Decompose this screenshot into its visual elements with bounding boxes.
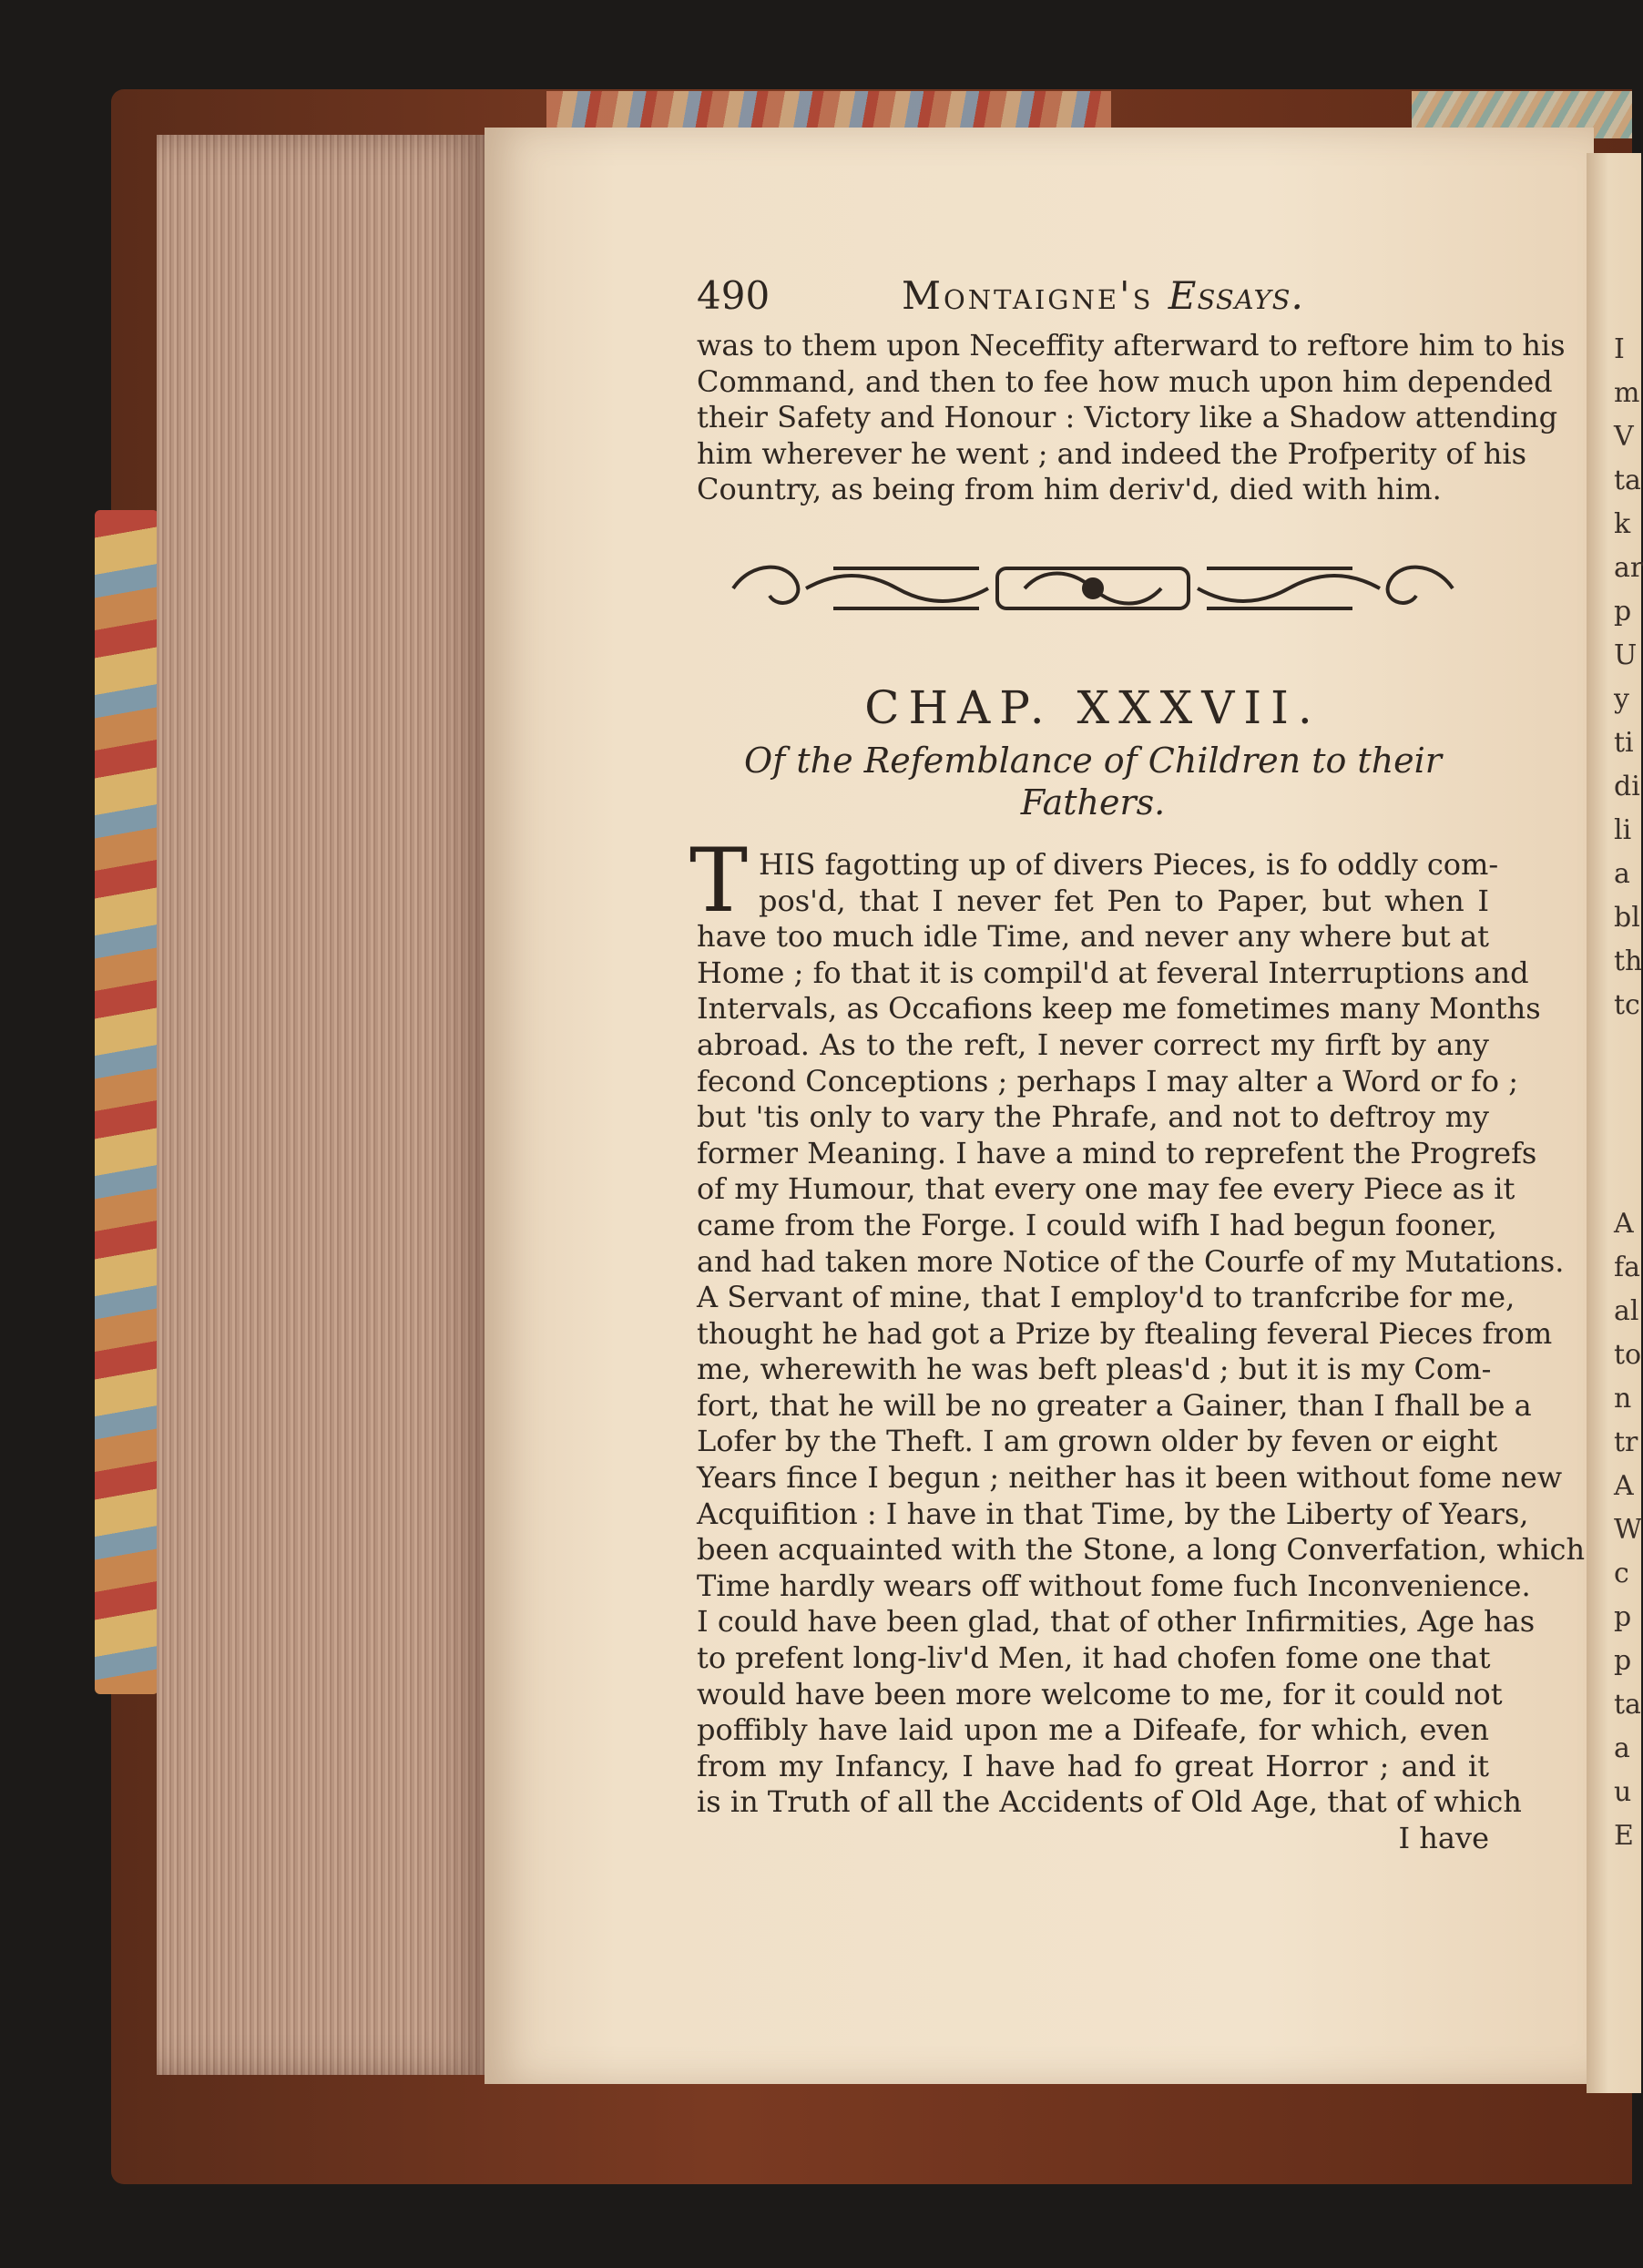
facing-page-letter: bl — [1614, 902, 1640, 934]
text-line: from my Infancy, I have had fo great Horror ; and it — [697, 1748, 1489, 1783]
text-line: Command, and then to fee how much upon him depended — [697, 363, 1553, 399]
facing-page-letter: I — [1614, 333, 1625, 365]
facing-page-letter: U — [1614, 639, 1638, 671]
ornament-icon — [724, 556, 1462, 621]
page-text — [689, 273, 1586, 1857]
facing-page-letter: k — [1614, 508, 1631, 540]
text-line: abroad. As to the reft, I never correct my firft by any — [697, 1027, 1489, 1062]
facing-page-letter: p — [1614, 596, 1632, 628]
facing-page-letter: ta — [1614, 1689, 1641, 1721]
marbled-endpaper-left — [95, 510, 158, 1694]
text-line: fort, that he will be no greater a Gainer, than I fhall be a — [697, 1387, 1532, 1423]
facing-page-letter: fa — [1614, 1251, 1640, 1283]
facing-page-letter: a — [1614, 1732, 1630, 1764]
facing-page-letter: di — [1614, 771, 1640, 802]
facing-page-letter: p — [1614, 1601, 1632, 1633]
chapter-body — [689, 829, 1586, 1857]
facing-page-letter: c — [1614, 1558, 1629, 1589]
text-line: Intervals, as Occafions keep me fometimes many Months — [697, 991, 1541, 1027]
running-title — [902, 273, 1304, 318]
facing-page-letter: A — [1614, 1470, 1634, 1502]
facing-page-letter — [1614, 1159, 1641, 1202]
text-line: I could have been glad, that of other Infirmities, Age has — [697, 1604, 1536, 1640]
text-line: was to them upon Neceffity afterward to reftore him to his — [697, 328, 1566, 363]
running-title-work: Essays. — [1168, 273, 1304, 318]
facing-page-letter: W — [1614, 1514, 1642, 1546]
text-line: Country, as being from him deriv'd, died with him. — [697, 472, 1442, 507]
facing-page-letter: ar — [1614, 552, 1643, 584]
continued-paragraph — [697, 328, 1566, 508]
facing-page-letter: tc — [1614, 989, 1640, 1021]
text-line: Home ; fo that it is compil'd at feveral Interruptions and — [697, 955, 1529, 990]
headpiece-ornament — [697, 556, 1489, 638]
facing-page-letter: ti — [1614, 727, 1634, 759]
text-line: fecond Conceptions ; perhaps I may alter a Word or fo ; — [697, 1063, 1518, 1098]
facing-page-letter: V — [1614, 421, 1634, 453]
text-line: their Safety and Honour : Victory like a Shadow attending — [697, 400, 1558, 435]
facing-page-letter: li — [1614, 814, 1632, 846]
facing-page-letter: ta — [1614, 465, 1641, 496]
text-line: Years fince I begun ; neither has it been without fome new — [697, 1460, 1563, 1496]
text-line: A Servant of mine, that I employ'd to tranfcribe for me, — [697, 1280, 1515, 1315]
chapter-title-line-1: Of the Refemblance of Children to their — [744, 740, 1442, 781]
text-line: came from the Forge. I could wifh I had begun fooner, — [697, 1207, 1497, 1242]
text-line: been acquainted with the Stone, a long Converfation, which — [697, 1532, 1586, 1568]
text-line: is in Truth of all the Accidents of Old Age, that of which — [697, 1784, 1522, 1820]
running-title-author: Montaigne's — [902, 273, 1154, 318]
text-line: of my Humour, that every one may fee every Piece as it — [697, 1171, 1515, 1207]
facing-page-letter — [1614, 1115, 1641, 1159]
text-line: Time hardly wears off without fome fuch Inconvenience. — [697, 1568, 1531, 1603]
text-line: Lofer by the Theft. I am grown older by feven or eight — [697, 1424, 1498, 1459]
body-lines — [697, 919, 1586, 1821]
facing-page-letter: m — [1614, 377, 1640, 409]
facing-page-letter: E — [1614, 1820, 1634, 1852]
text-line: poffibly have laid upon me a Difeafe, for which, even — [697, 1712, 1489, 1748]
body-line-first: HIS fagotting up of divers Pieces, is fo oddly com- — [759, 846, 1499, 882]
text-line: thought he had got a Prize by ftealing feveral Pieces from — [697, 1315, 1553, 1351]
chapter-number: CHAP. XXXVII. — [864, 680, 1322, 734]
facing-page-letters — [1614, 328, 1641, 1858]
facing-page-letter: th — [1614, 945, 1643, 977]
text-line: to prefent long-liv'd Men, it had chofen fome one that — [697, 1640, 1491, 1676]
facing-page-letter — [1614, 1027, 1641, 1071]
facing-page-letter: y — [1614, 683, 1629, 715]
text-line: have too much idle Time, and never any where but at — [697, 919, 1489, 955]
page-number: 490 — [697, 273, 770, 318]
text-line: but 'tis only to vary the Phrafe, and not to deftroy my — [697, 1099, 1489, 1135]
facing-page-letter: n — [1614, 1383, 1632, 1415]
facing-page-letter: to — [1614, 1339, 1642, 1371]
facing-page-letter — [1614, 1071, 1641, 1115]
facing-page-letter: u — [1614, 1776, 1632, 1808]
page-block-edges — [157, 135, 495, 2075]
text-line: former Meaning. I have a mind to reprefent the Progrefs — [697, 1135, 1537, 1170]
facing-page-letter: a — [1614, 858, 1630, 890]
chapter-title-line-2: Fathers. — [1020, 782, 1166, 822]
facing-page-letter: al — [1614, 1295, 1639, 1327]
facing-page-letter: p — [1614, 1645, 1632, 1677]
drop-cap: T — [689, 829, 749, 932]
text-line: me, wherewith he was beft pleas'd ; but it is my Com- — [697, 1352, 1492, 1387]
text-line: would have been more welcome to me, for it could not — [697, 1676, 1503, 1711]
body-line-second: pos'd, that I never fet Pen to Paper, but when I — [759, 883, 1489, 918]
catchword: I have — [1398, 1821, 1489, 1855]
text-line: and had taken more Notice of the Courfe of my Mutations. — [697, 1243, 1565, 1279]
facing-page-letter: tr — [1614, 1426, 1638, 1458]
text-line: him wherever he went ; and indeed the Profperity of his — [697, 435, 1526, 471]
text-line: Acquifition : I have in that Time, by the Liberty of Years, — [697, 1496, 1529, 1531]
facing-page-letter: A — [1614, 1208, 1634, 1240]
running-head — [697, 273, 1489, 328]
